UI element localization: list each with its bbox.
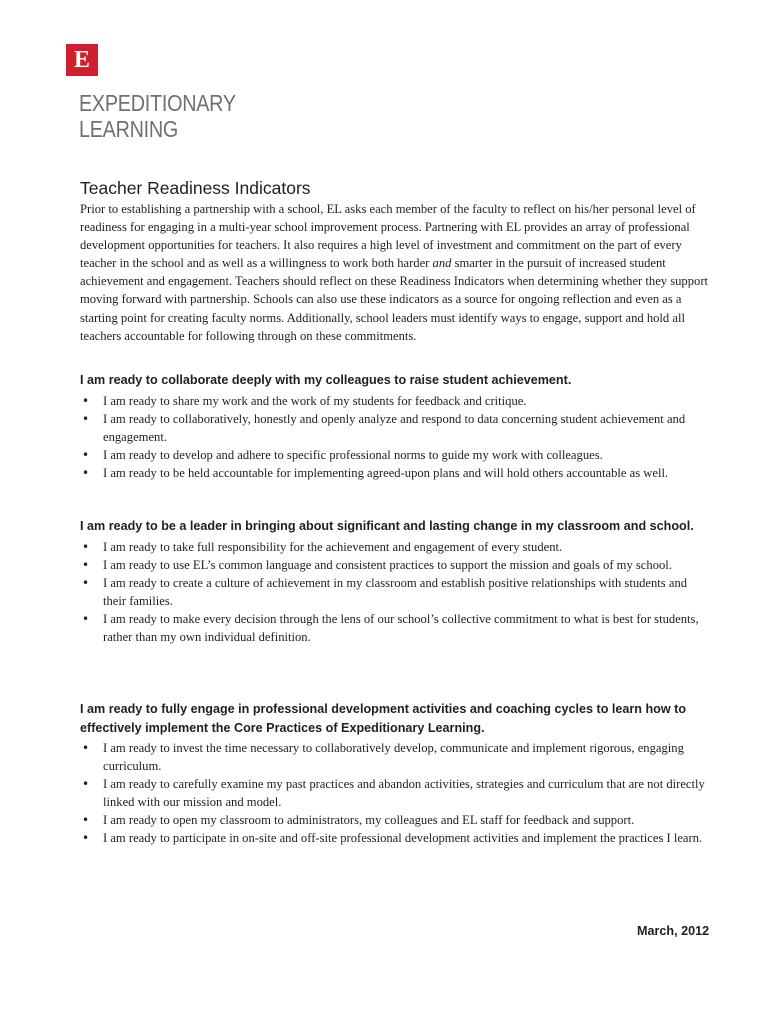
section-heading: I am ready to collaborate deeply with my colleagues to raise student achievement.	[80, 373, 572, 387]
list-item: • I am ready to carefully examine my past practices and abandon activities, strategies and curriculum that are not directly linked with our mission and model.	[80, 775, 708, 811]
section-professional-development	[80, 700, 720, 848]
intro-text-2: smarter in the pursuit of increased student achievement and engagement. Teachers should reflect on these Readiness Indicators when determining whether they support moving forward with partnership. Schools can also use these indicators as a source for ongoing reflection and even as a starting point for creating faculty norms. Additionally, school leaders must identify ways to engage, support and hold all teachers accountable for following through on these commitments.	[80, 256, 709, 343]
logo-wordmark	[79, 90, 236, 142]
list-item: • I am ready to take full responsibility for the achievement and engagement of every student.	[80, 538, 708, 556]
section-heading: I am ready to be a leader in bringing about significant and lasting change in my classroom and school.	[80, 519, 694, 533]
section-collaborate	[80, 371, 720, 482]
list-item: • I am ready to develop and adhere to specific professional norms to guide my work with colleagues.	[80, 446, 708, 464]
list-item: • I am ready to participate in on-site and off-site professional development activities and implement the practices I learn.	[80, 829, 708, 847]
section-leader	[80, 517, 720, 646]
list-item: • I am ready to be held accountable for implementing agreed-upon plans and will hold others accountable as well.	[80, 464, 708, 482]
indicator-list	[80, 392, 720, 482]
list-item: • I am ready to make every decision through the lens of our school’s collective commitment to what is best for students, rather than my own individual definition.	[80, 610, 708, 646]
logo-line-2: LEARNING	[79, 116, 179, 142]
page-title: Teacher Readiness Indicators	[80, 178, 311, 198]
list-item: • I am ready to open my classroom to administrators, my colleagues and EL staff for feedback and support.	[80, 811, 708, 829]
intro-emphasis: and	[432, 256, 452, 271]
list-item: • I am ready to create a culture of achievement in my classroom and establish positive relationships with students and their families.	[80, 574, 708, 610]
list-item: • I am ready to collaboratively, honestly and openly analyze and respond to data concerning student achievement and engagement.	[80, 410, 708, 446]
list-item: • I am ready to invest the time necessary to collaboratively develop, communicate and implement rigorous, engaging curriculum.	[80, 739, 708, 775]
intro-text-1: Prior to establishing a partnership with a school, EL asks each member of the faculty to reflect on his/her personal level of readiness for engaging in a multi-year school improvement process. Partnering with EL provides an array of professional development opportunities for teachers. It also requires a high level of investment and commitment on the part of every teacher in the school and as well as a willingness to work both harder	[80, 202, 696, 271]
intro-paragraph	[80, 200, 710, 345]
section-heading: I am ready to fully engage in professional development activities and coaching cycles to learn how to effectively implement the Core Practices of Expeditionary Learning.	[80, 702, 687, 735]
list-item: • I am ready to use EL’s common language and consistent practices to support the mission and goals of my school.	[80, 556, 708, 574]
expeditionary-learning-logo	[66, 44, 236, 142]
indicator-list	[80, 538, 720, 647]
logo-mark: E	[66, 44, 98, 76]
document-date: March, 2012	[637, 924, 710, 938]
list-item: • I am ready to share my work and the work of my students for feedback and critique.	[80, 392, 708, 410]
logo-line-1: EXPEDITIONARY	[79, 90, 236, 116]
indicator-list	[80, 739, 720, 848]
